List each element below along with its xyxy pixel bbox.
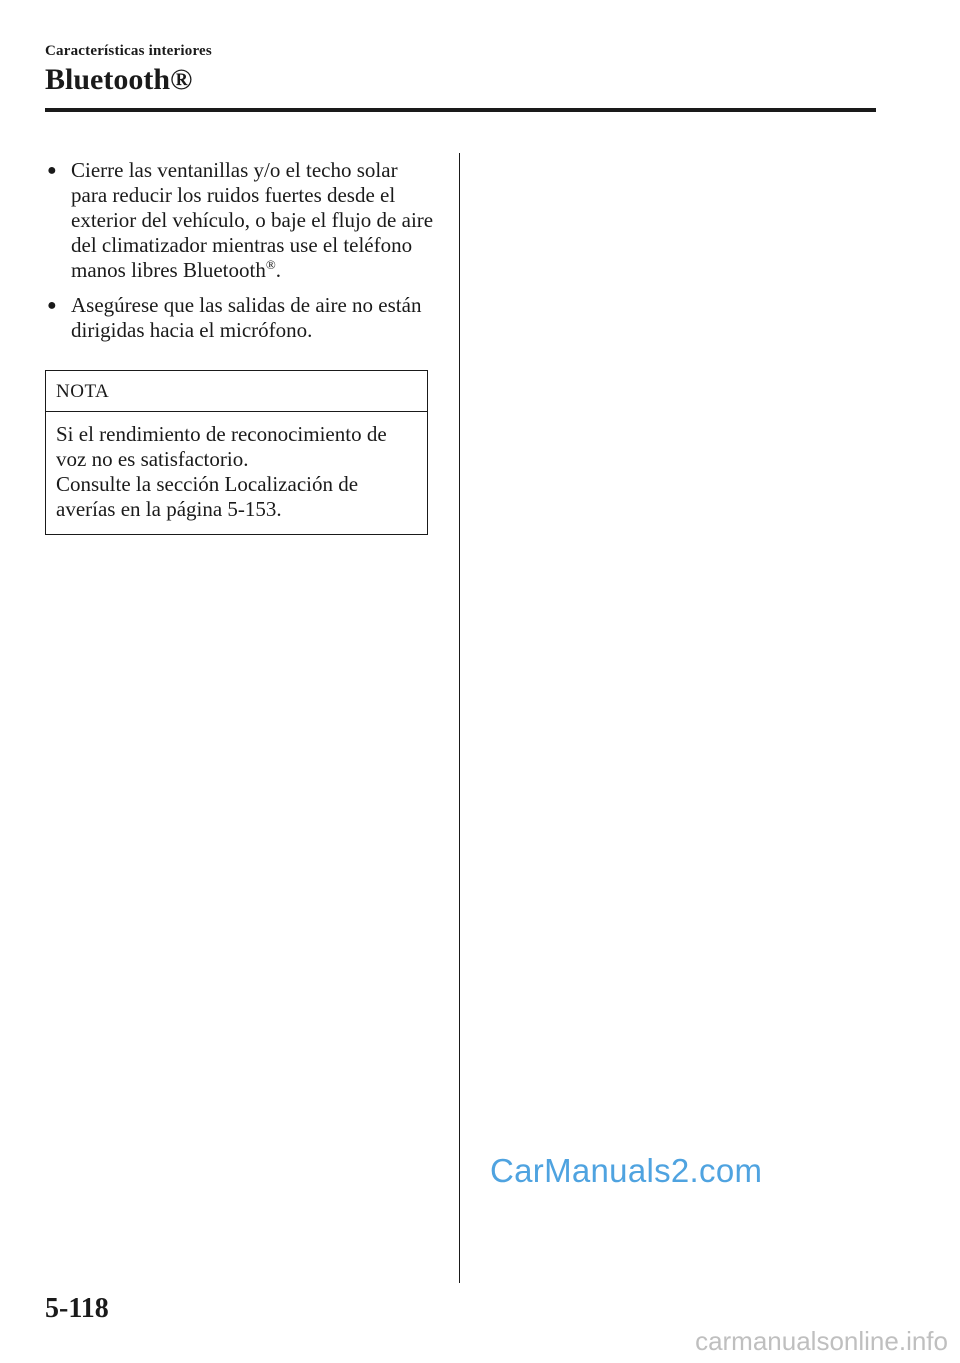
column-divider bbox=[459, 153, 460, 1283]
title-rule bbox=[45, 108, 876, 112]
note-box bbox=[45, 370, 428, 535]
bullet-tail: . bbox=[275, 258, 281, 282]
note-heading: NOTA bbox=[46, 371, 427, 412]
bullet-item bbox=[45, 158, 435, 283]
note-line: Si el rendimiento de reconocimiento de voz no es satisfactorio. bbox=[56, 422, 387, 471]
bullet-text: Cierre las ventanillas y/o el techo solar para reducir los ruidos fuertes desde el exterior del vehículo, o baje el flujo de aire del climatizador mientras use el teléfono manos libres Bluetooth bbox=[71, 158, 434, 282]
page-title: Bluetooth® bbox=[45, 63, 193, 96]
bullet-list bbox=[45, 158, 435, 353]
footer-watermark: carmanualsonline.info bbox=[695, 1326, 948, 1356]
section-label: Características interiores bbox=[45, 43, 212, 59]
page-number: 5-118 bbox=[45, 1293, 109, 1324]
bullet-dot-icon: ● bbox=[47, 297, 57, 314]
bullet-item bbox=[45, 293, 435, 343]
note-body bbox=[46, 412, 427, 534]
note-line: Consulte la sección Localización de averías en la página 5-153. bbox=[56, 472, 359, 521]
bullet-text: Asegúrese que las salidas de aire no están dirigidas hacia el micrófono. bbox=[71, 293, 422, 342]
watermark-logo: CarManuals2.com bbox=[490, 1152, 763, 1189]
bullet-dot-icon: ● bbox=[47, 162, 57, 179]
registered-mark: ® bbox=[265, 257, 276, 272]
